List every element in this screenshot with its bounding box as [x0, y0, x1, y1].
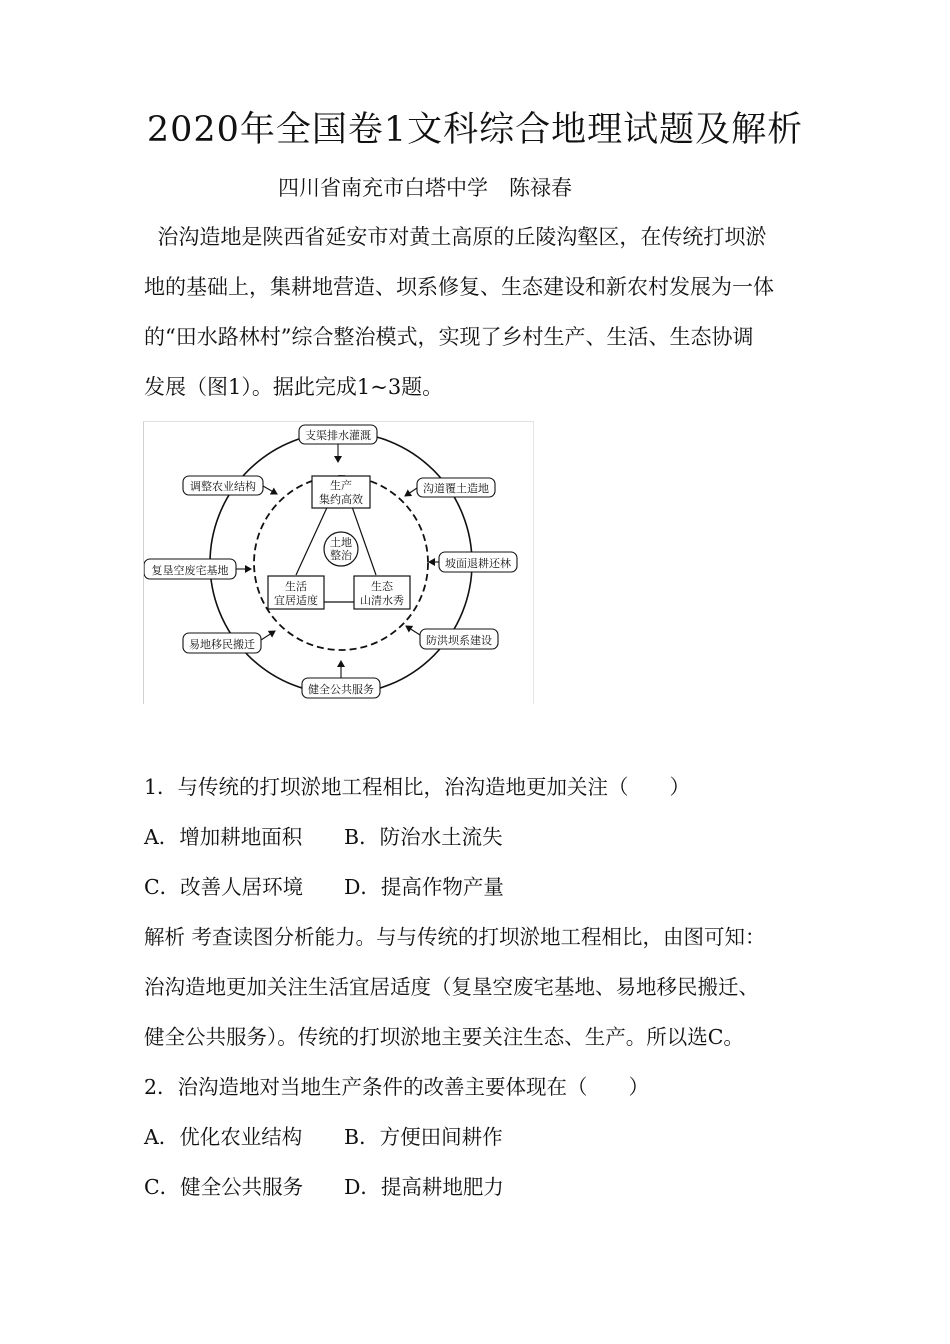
q2-option-b: B．方便田间耕作: [344, 1125, 503, 1149]
center-label-1: 土地: [330, 536, 352, 549]
svg-text:防洪坝系建设: 防洪坝系建设: [426, 634, 492, 647]
outer-label-top-left: [183, 476, 263, 495]
svg-text:健全公共服务: 健全公共服务: [308, 683, 374, 696]
svg-text:复垦空废宅基地: 复垦空废宅基地: [151, 564, 229, 577]
q2-option-a: A．优化农业结构: [144, 1125, 303, 1149]
production-label-1: 生产: [330, 479, 352, 492]
ecology-label-2: 山清水秀: [360, 594, 404, 607]
outer-label-bottom-left: [183, 633, 261, 653]
q2-options-row-2: [144, 1170, 504, 1200]
q1-option-b: B．防治水土流失: [344, 825, 503, 849]
q1-options-row-2: [144, 870, 504, 900]
arrow-top-left: [263, 486, 277, 494]
question-1-stem: 1．与传统的打坝淤地工程相比，治沟造地更加关注（ ）: [144, 775, 691, 799]
svg-text:调整农业结构: 调整农业结构: [190, 480, 256, 493]
outer-label-bottom-right: [420, 629, 498, 649]
outer-label-right: [439, 552, 517, 572]
figure-1-diagram: [143, 421, 534, 704]
svg-text:坡面退耕还林: 坡面退耕还林: [445, 557, 511, 570]
diagram-svg: [144, 422, 533, 704]
question-2-stem: 2．治沟造地对当地生产条件的改善主要体现在（ ）: [144, 1075, 650, 1099]
center-label-2: 整治: [330, 549, 352, 562]
q2-options-row-1: [144, 1120, 503, 1150]
q1-option-a: A．增加耕地面积: [144, 825, 303, 849]
outer-label-bottom: [302, 678, 380, 698]
outer-label-top: [299, 425, 377, 444]
svg-text:支渠排水灌溉: 支渠排水灌溉: [305, 429, 371, 442]
q1-analysis-line-3: 健全公共服务）。传统的打坝淤地主要关注生态、生产。所以选C。: [144, 1025, 744, 1049]
arrow-bottom-right: [406, 626, 420, 635]
living-label-2: 宜居适度: [274, 594, 318, 607]
intro-line: 发展（图1）。据此完成1~3题。: [144, 375, 444, 399]
svg-text:沟道覆土造地: 沟道覆土造地: [423, 482, 489, 495]
intro-line: 治沟造地是陕西省延安市对黄土高原的丘陵沟壑区，在传统打坝淤: [144, 225, 767, 249]
svg-text:易地移民搬迁: 易地移民搬迁: [189, 638, 255, 651]
production-label-2: 集约高效: [319, 493, 363, 506]
q1-analysis-line-1: 解析 考查读图分析能力。与与传统的打坝淤地工程相比，由图可知：: [144, 925, 766, 949]
arrow-top-right: [405, 488, 417, 496]
outer-label-top-right: [417, 478, 495, 497]
q2-option-c: C．健全公共服务: [144, 1175, 304, 1199]
q1-option-c: C．改善人居环境: [144, 875, 304, 899]
ecology-label-1: 生态: [371, 580, 393, 593]
intro-line: 地的基础上，集耕地营造、坝系修复、生态建设和新农村发展为一体: [144, 275, 774, 299]
intro-paragraph: [144, 212, 816, 412]
link-production-living: [296, 501, 330, 575]
q1-options-row-1: [144, 820, 503, 850]
author-line: 四川省南充市白塔中学 陈禄春: [278, 176, 572, 200]
living-label-1: 生活: [285, 580, 307, 593]
q1-analysis-line-2: 治沟造地更加关注生活宜居适度（复垦空废宅基地、易地移民搬迁、: [144, 975, 759, 999]
page-title: 2020年全国卷1文科综合地理试题及解析: [146, 110, 804, 150]
arrow-bottom-left: [261, 631, 275, 640]
intro-line: 的“田水路林村”综合整治模式，实现了乡村生产、生活、生态协调: [144, 325, 754, 349]
outer-label-left: [144, 559, 236, 579]
q2-option-d: D．提高耕地肥力: [344, 1175, 504, 1199]
q1-option-d: D．提高作物产量: [344, 875, 504, 899]
